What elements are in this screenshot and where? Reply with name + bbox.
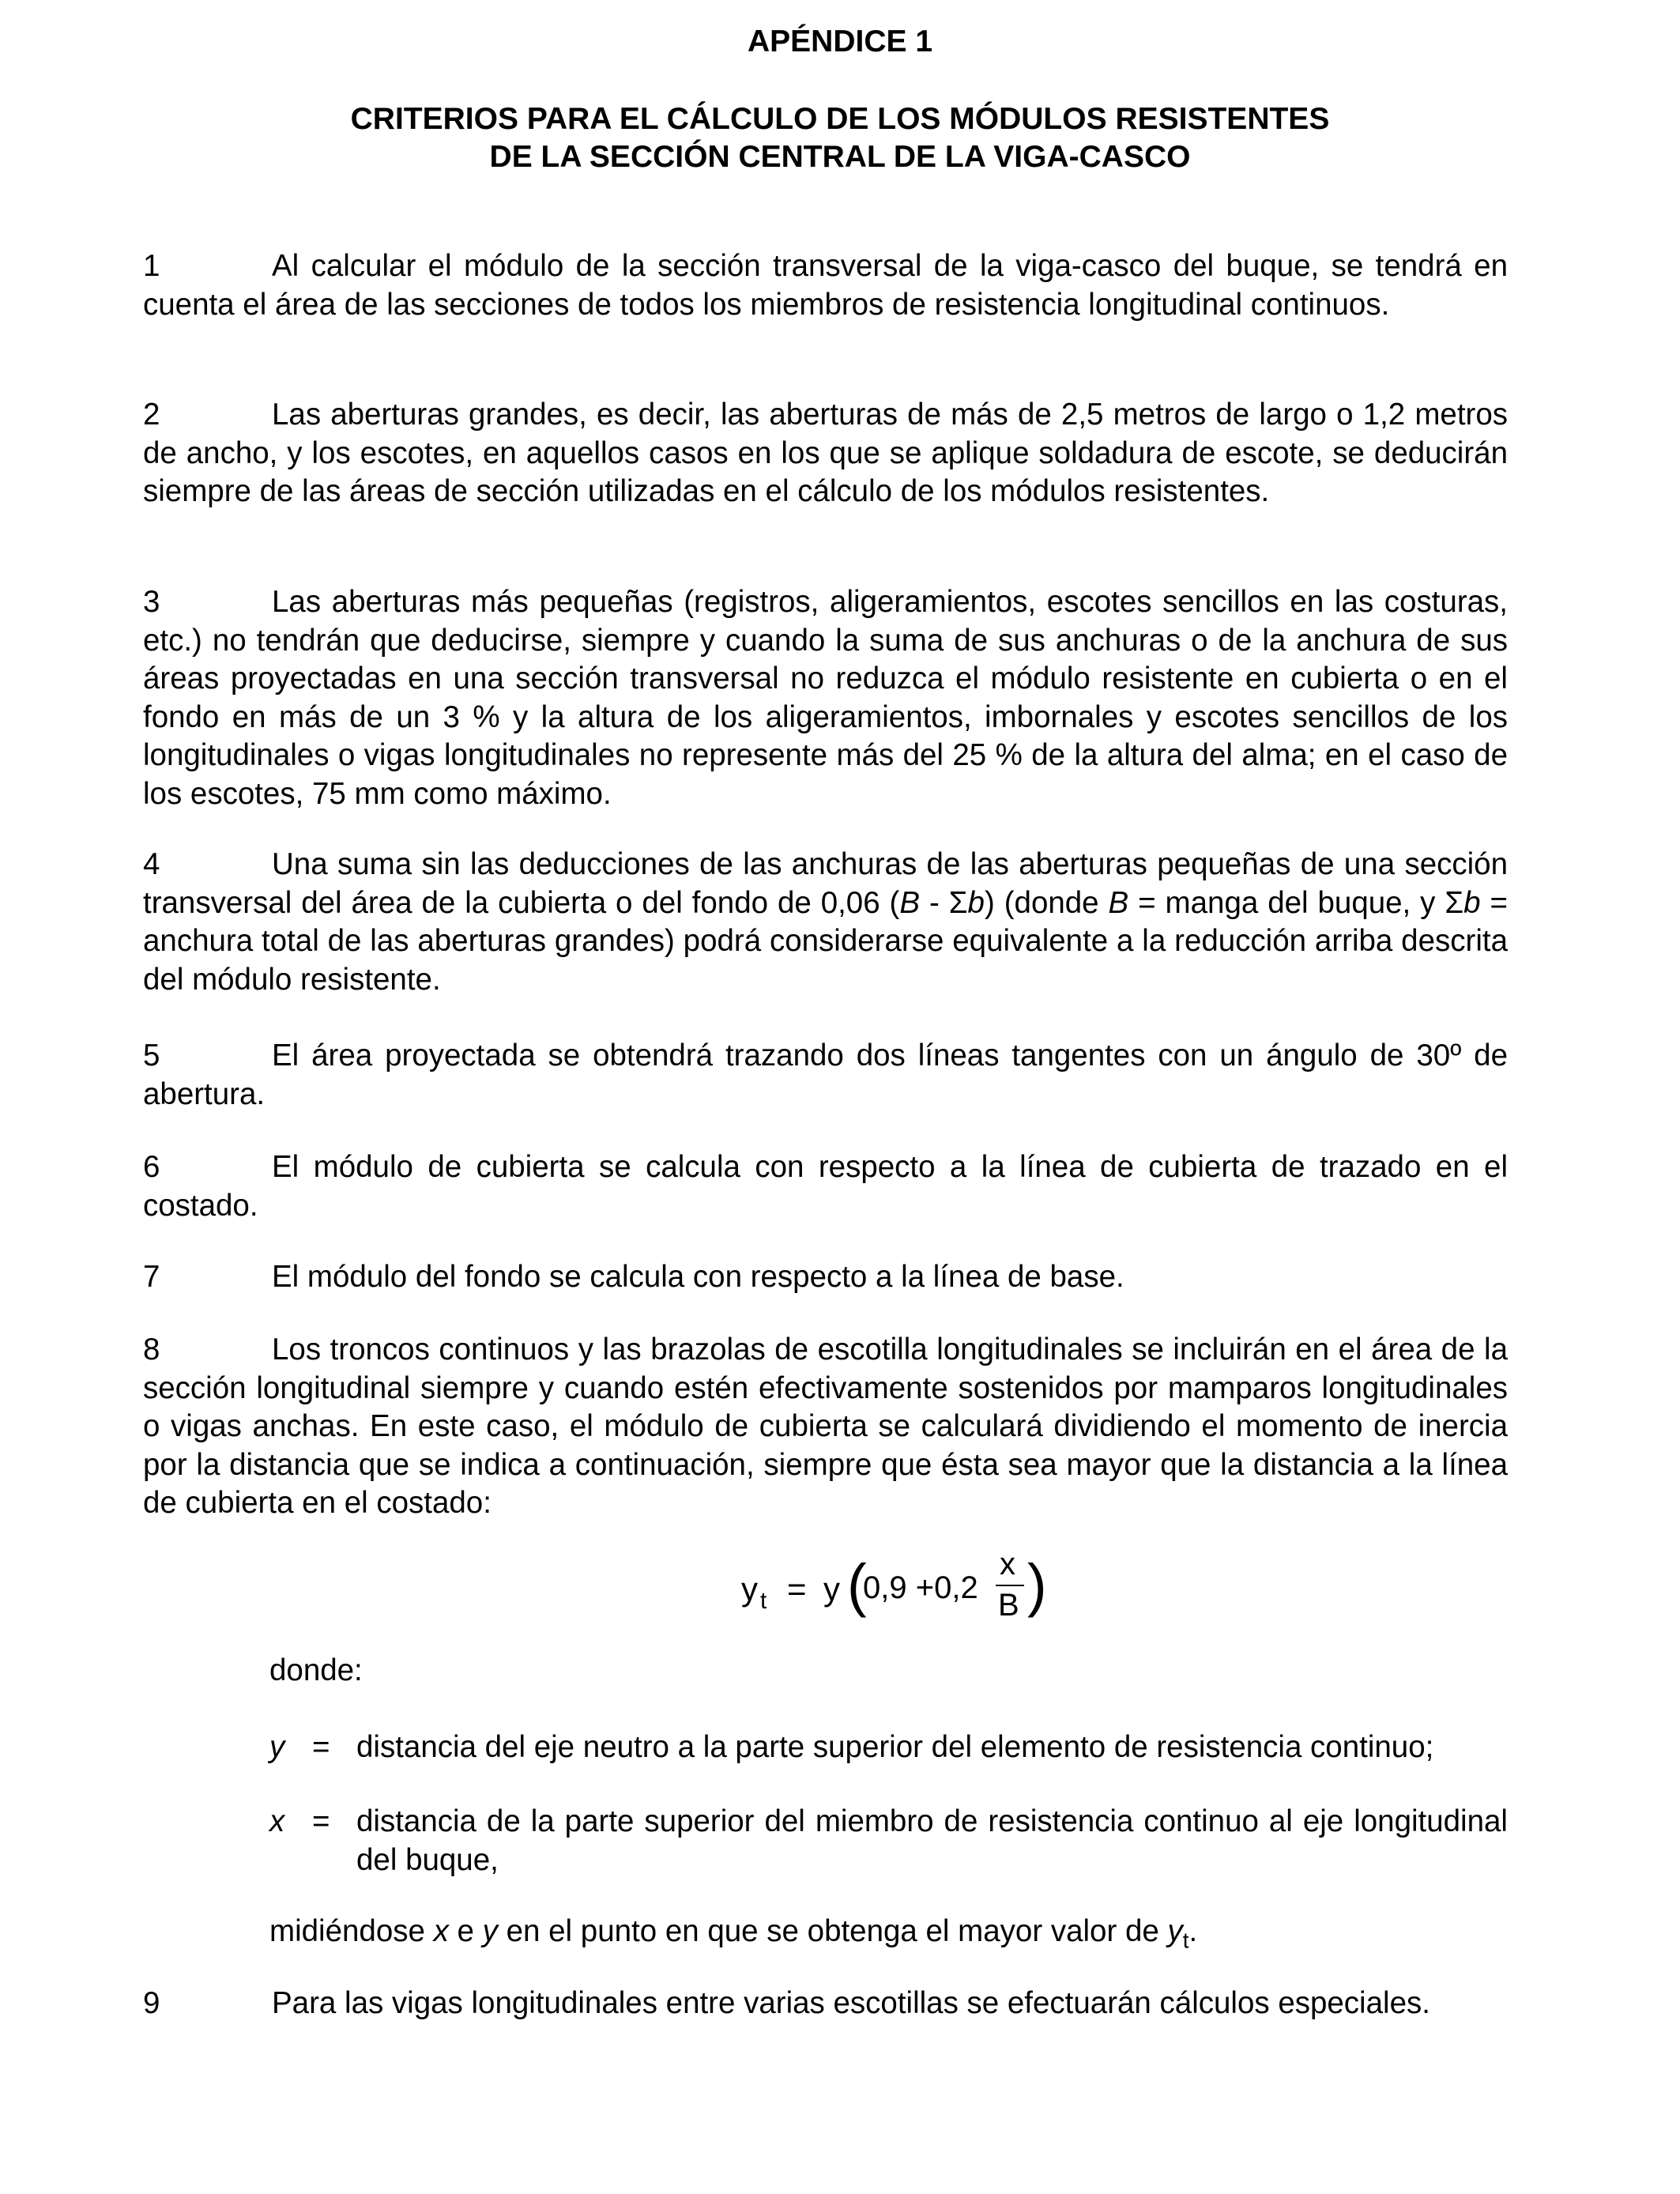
formula-subscript-t: t: [760, 1588, 767, 1614]
paragraph-number: 7: [143, 1260, 160, 1294]
definition-variable: y: [269, 1730, 285, 1764]
paragraph-number: 6: [143, 1150, 160, 1184]
formula-denominator: B: [998, 1588, 1019, 1623]
paragraph-text: - Σ: [920, 885, 968, 920]
paragraph-text: Las aberturas grandes, es decir, las aberturas de más de 2,5 metros de largo o 1,2 metros de ancho, y los escotes, en aquellos casos en los que se aplique soldadura de escote, se deducirán siempre de las áreas de sección utilizadas en el cálculo de los módulos resistentes.: [143, 398, 1508, 508]
paragraph-text: ) (donde: [984, 885, 1109, 920]
paragraph-text: = anchura total de las aberturas grandes) podrá considerarse equivalente a la reducción arriba descrita del módulo resistente.: [143, 885, 1508, 997]
paragraph-4: [143, 846, 1508, 999]
note-text: midiéndose: [269, 1914, 434, 1948]
paragraph-text: El módulo de cubierta se calcula con respecto a la línea de cubierta de trazado en el costado.: [143, 1150, 1508, 1223]
definition-equals: =: [312, 1730, 330, 1764]
definition-text: distancia del eje neutro a la parte superior del elemento de resistencia continuo;: [356, 1730, 1434, 1764]
paragraph-number: 1: [143, 249, 160, 283]
formula-close-paren: ): [1027, 1552, 1047, 1618]
definition-variable: x: [269, 1804, 285, 1838]
formula-y: y: [741, 1570, 758, 1608]
paragraph-text: Los troncos continuos y las brazolas de escotilla longitudinales se incluirán en el área de la sección longitudinal siempre y cuando estén efectivamente sostenidos por mamparos longitudinales o vigas anchas. En este caso, el módulo de cubierta se calculará dividiendo el momento de inercia por la distancia que se indica a continuación, siempre que ésta sea mayor que la distancia a la línea de cubierta en el costado:: [143, 1333, 1508, 1520]
paragraph-text: Una suma sin las deducciones de las anchuras de las aberturas pequeñas de una sección transversal del área de la cubierta o del fondo de 0,06 (: [143, 847, 1508, 920]
paragraph-number: 3: [143, 585, 160, 619]
appendix-heading: APÉNDICE 1: [747, 25, 933, 58]
paragraph-7: [143, 1258, 1508, 1297]
paragraph-text: El módulo del fondo se calcula con respecto a la línea de base.: [272, 1260, 1124, 1294]
paragraph-text: = manga del buque, y Σ: [1128, 885, 1464, 920]
paragraph-number: 8: [143, 1333, 160, 1367]
donde-label: donde:: [269, 1653, 363, 1687]
title-line-1: CRITERIOS PARA EL CÁLCULO DE LOS MÓDULOS RESISTENTES: [350, 102, 1330, 136]
formula-y2: y: [823, 1570, 840, 1608]
paragraph-number: 9: [143, 1986, 160, 2020]
paragraph-2: [143, 396, 1508, 511]
paragraph-number: 5: [143, 1039, 160, 1072]
definition-y: [269, 1728, 1508, 1768]
formula-equals: =: [787, 1570, 807, 1608]
symbol-y: y: [482, 1914, 498, 1948]
subscript-t: t: [1182, 1928, 1189, 1953]
symbol-b: b: [967, 885, 985, 920]
paragraph-1: [143, 247, 1508, 324]
paragraph-8: [143, 1331, 1508, 1523]
fraction-bar: [996, 1585, 1024, 1586]
formula-numerator: x: [1000, 1547, 1015, 1581]
symbol-b: b: [1463, 885, 1481, 920]
paragraph-5: [143, 1037, 1508, 1114]
paragraph-text: Para las vigas longitudinales entre varias escotillas se efectuarán cálculos especiales.: [272, 1986, 1430, 2020]
note-text: .: [1188, 1914, 1198, 1948]
measurement-note: [269, 1913, 1197, 1960]
paragraph-text: El área proyectada se obtendrá trazando dos líneas tangentes con un ángulo de 30º de abertura.: [143, 1039, 1508, 1111]
paragraph-9: [143, 1985, 1508, 2023]
paragraph-6: [143, 1148, 1508, 1225]
definition-x: [269, 1803, 1508, 1882]
symbol-B: B: [899, 885, 921, 920]
formula-yt: [735, 1547, 1067, 1648]
paragraph-number: 4: [143, 847, 160, 881]
paragraph-3: [143, 583, 1508, 813]
paragraph-text: Al calcular el módulo de la sección transversal de la viga-casco del buque, se tendrá en cuenta el área de las secciones de todos los miembros de resistencia longitudinal continuos.: [143, 249, 1508, 322]
paragraph-text: Las aberturas más pequeñas (registros, aligeramientos, escotes sencillos en las costuras, etc.) no tendrán que deducirse, siempre y cuando la suma de sus anchuras o de la anchura de sus áreas proyectadas en una sección transversal no reduzca el módulo resistente en cubierta o en el fondo en más de un 3 % y la altura de los aligeramientos, imbornales y escotes sencillos de los longitudinales o vigas longitudinales no represente más del 25 % de la altura del alma; en el caso de los escotes, 75 mm como máximo.: [143, 585, 1508, 811]
definition-equals: =: [312, 1804, 330, 1838]
formula-open-paren: (: [847, 1552, 867, 1618]
definition-text: distancia de la parte superior del miembro de resistencia continuo al eje longitudinal del buque,: [356, 1804, 1508, 1877]
symbol-yt: y: [1167, 1914, 1183, 1948]
note-text: e: [448, 1914, 483, 1948]
formula-body: 0,9 +0,2: [863, 1570, 978, 1605]
title-line-2: DE LA SECCIÓN CENTRAL DE LA VIGA-CASCO: [489, 140, 1191, 174]
paragraph-number: 2: [143, 398, 160, 432]
note-text: en el punto en que se obtenga el mayor valor de: [497, 1914, 1168, 1948]
symbol-B: B: [1108, 885, 1129, 920]
symbol-x: x: [433, 1914, 449, 1948]
